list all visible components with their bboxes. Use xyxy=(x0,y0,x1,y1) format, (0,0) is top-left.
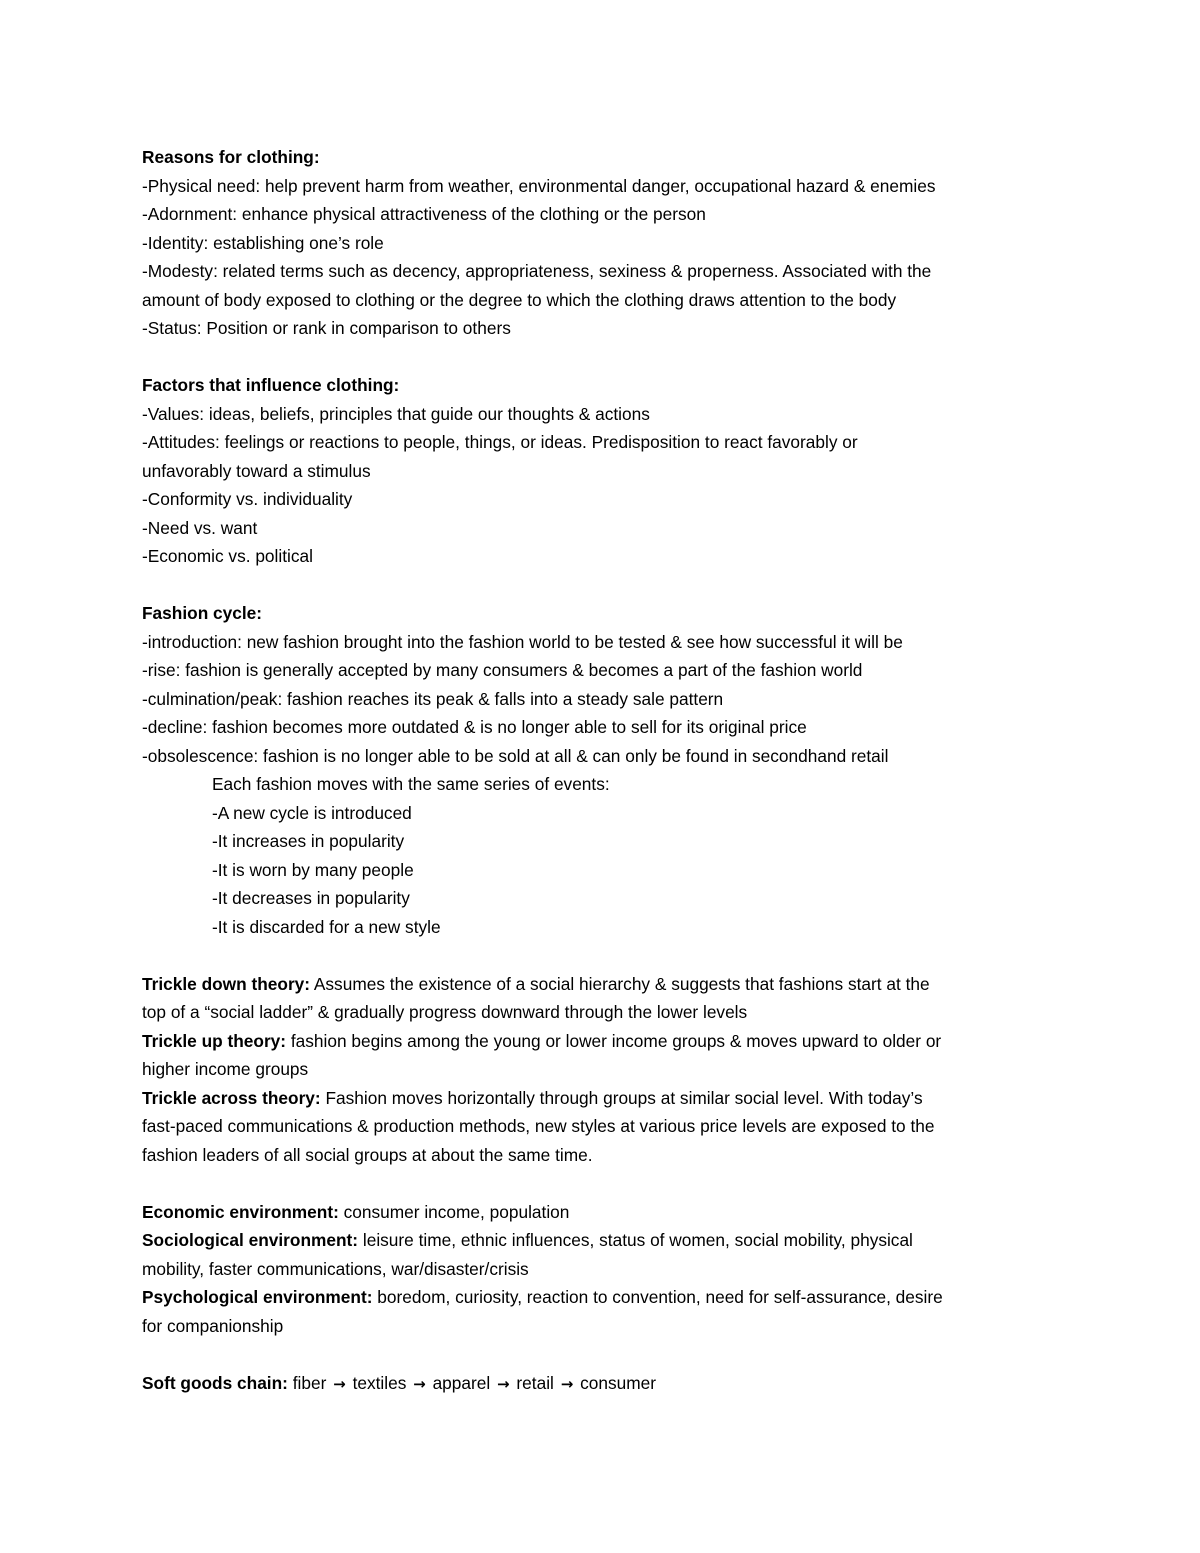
soft-goods-step: textiles xyxy=(352,1372,407,1393)
trickle-down-theory xyxy=(142,970,1100,999)
reasons-item: -Adornment: enhance physical attractiveness of the clothing or the person xyxy=(142,204,706,224)
sociological-label: Sociological environment: xyxy=(142,1230,359,1250)
arrow-right-icon: → xyxy=(497,1374,510,1393)
fashion-cycle-item: -introduction: new fashion brought into the fashion world to be tested & see how successful it will be xyxy=(142,631,903,652)
soft-goods-step: apparel xyxy=(432,1372,491,1393)
fashion-cycle-item: -rise: fashion is generally accepted by many consumers & becomes a part of the fashion world xyxy=(142,660,863,680)
psychological-text: boredom, curiosity, reaction to convention, need for self-assurance, desire xyxy=(372,1287,943,1307)
soft-goods-label: Soft goods chain: xyxy=(142,1372,288,1393)
factors-item: -Need vs. want xyxy=(142,517,258,538)
reasons-item: -Status: Position or rank in comparison to others xyxy=(142,318,511,338)
sociological-environment xyxy=(142,1226,1100,1255)
fashion-cycle-sub-item: -It increases in popularity xyxy=(212,831,405,851)
fashion-cycle-sub-item: -It is discarded for a new style xyxy=(212,916,441,937)
soft-goods-step: retail xyxy=(516,1372,554,1393)
trickle-across-text-cont: fast-paced communications & production methods, new styles at various price levels are exposed to the xyxy=(142,1116,935,1136)
factors-item: -Attitudes: feelings or reactions to people, things, or ideas. Predisposition to react favorably or xyxy=(142,432,858,452)
psychological-text-cont: for companionship xyxy=(142,1315,284,1336)
fashion-cycle-heading: Fashion cycle: xyxy=(142,603,263,623)
soft-goods-step: fiber xyxy=(292,1372,327,1393)
trickle-up-text: fashion begins among the young or lower income groups & moves upward to older or xyxy=(286,1030,942,1051)
sociological-text-cont: mobility, faster communications, war/disaster/crisis xyxy=(142,1258,529,1279)
fashion-cycle-sub-item: -It is worn by many people xyxy=(212,859,414,880)
factors-heading: Factors that influence clothing: xyxy=(142,375,400,395)
trickle-across-text-cont: fashion leaders of all social groups at about the same time. xyxy=(142,1144,593,1165)
psychological-environment xyxy=(142,1283,1100,1312)
reasons-item: -Modesty: related terms such as decency, appropriateness, sexiness & properness. Associated with the xyxy=(142,261,932,281)
sociological-text: leisure time, ethnic influences, status of women, social mobility, physical xyxy=(358,1230,913,1250)
factors-item: -Conformity vs. individuality xyxy=(142,489,353,509)
reasons-item: amount of body exposed to clothing or the degree to which the clothing draws attention to the body xyxy=(142,289,897,310)
trickle-down-label: Trickle down theory: xyxy=(142,973,311,994)
factors-item: -Economic vs. political xyxy=(142,546,313,566)
trickle-down-text-cont: top of a “social ladder” & gradually progress downward through the lower levels xyxy=(142,1002,748,1022)
arrow-right-icon: → xyxy=(413,1374,426,1393)
fashion-cycle-sub-item: -A new cycle is introduced xyxy=(212,802,412,823)
reasons-item: -Physical need: help prevent harm from weather, environmental danger, occupational hazard & enemies xyxy=(142,175,936,196)
reasons-heading: Reasons for clothing: xyxy=(142,147,320,167)
trickle-up-text-cont: higher income groups xyxy=(142,1059,309,1079)
trickle-across-text: Fashion moves horizontally through groups at similar social level. With today’s xyxy=(320,1087,923,1108)
trickle-across-label: Trickle across theory: xyxy=(142,1087,321,1108)
factors-item: -Values: ideas, beliefs, principles that guide our thoughts & actions xyxy=(142,403,650,424)
psychological-label: Psychological environment: xyxy=(142,1287,373,1307)
fashion-cycle-item: -obsolescence: fashion is no longer able to be sold at all & can only be found in secondhand retail xyxy=(142,745,889,766)
economic-label: Economic environment: xyxy=(142,1201,339,1222)
fashion-cycle-item: -decline: fashion becomes more outdated & is no longer able to sell for its original price xyxy=(142,717,807,737)
fashion-cycle-sub-item: -It decreases in popularity xyxy=(212,888,410,908)
economic-environment xyxy=(142,1198,1100,1227)
factors-item: unfavorably toward a stimulus xyxy=(142,460,371,481)
trickle-up-label: Trickle up theory: xyxy=(142,1030,287,1051)
arrow-right-icon: → xyxy=(333,1374,346,1393)
trickle-across-theory xyxy=(142,1084,1100,1113)
soft-goods-step: consumer xyxy=(580,1372,656,1393)
trickle-down-text: Assumes the existence of a social hierarchy & suggests that fashions start at the xyxy=(310,973,930,994)
soft-goods-chain xyxy=(142,1369,1100,1399)
arrow-right-icon: → xyxy=(560,1374,574,1393)
reasons-item: -Identity: establishing one’s role xyxy=(142,232,384,253)
economic-text: consumer income, population xyxy=(338,1201,570,1222)
fashion-cycle-item: -culmination/peak: fashion reaches its peak & falls into a steady sale pattern xyxy=(142,688,724,709)
fashion-cycle-sub-intro: Each fashion moves with the same series of events: xyxy=(212,774,610,794)
trickle-up-theory xyxy=(142,1027,1100,1056)
